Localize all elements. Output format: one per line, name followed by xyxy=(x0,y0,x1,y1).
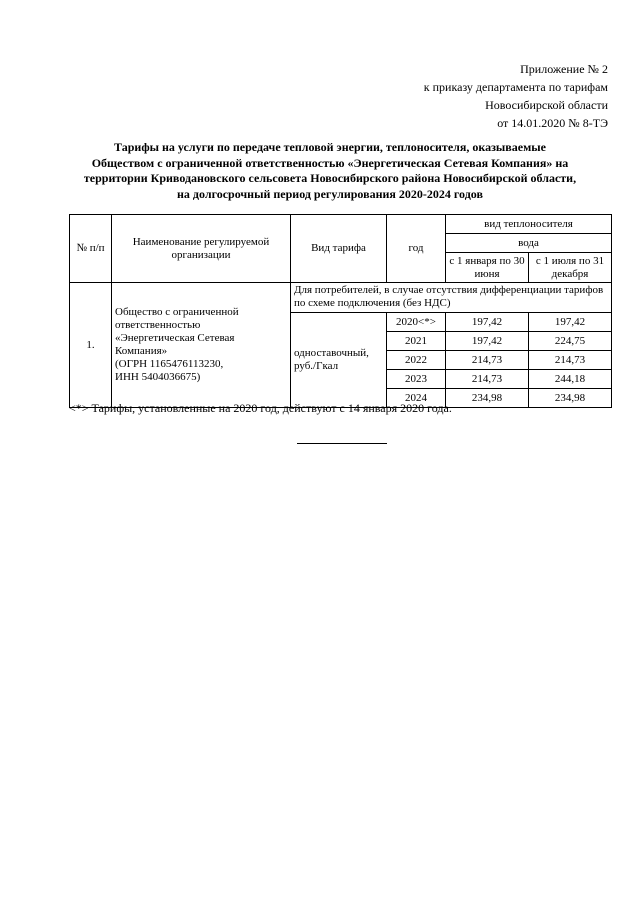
year-cell: 2023 xyxy=(387,370,446,389)
org-line-1: Общество с ограниченной xyxy=(115,306,239,318)
tariffs-table xyxy=(69,214,612,408)
header-tariff-type: Вид тарифа xyxy=(291,215,387,283)
header-year: год xyxy=(387,215,446,283)
appendix-line-3: Новосибирской области xyxy=(485,98,608,112)
row-number: 1. xyxy=(70,283,112,408)
tariff-value-h1: 214,73 xyxy=(446,351,529,370)
org-line-5: (ОГРН 1165476113230, xyxy=(115,358,224,370)
tariff-value-h2: 224,75 xyxy=(529,332,612,351)
tariff-value-h2: 244,18 xyxy=(529,370,612,389)
consumer-note: Для потребителей, в случае отсутствия дифференциации тарифов по схеме подключения (без НДС) xyxy=(291,283,612,313)
header-heat-carrier: вид теплоносителя xyxy=(446,215,612,234)
year-cell: 2024 xyxy=(387,389,446,408)
title-line-4: на долгосрочный период регулирования 2020-2024 годов xyxy=(177,186,483,201)
header-num: № п/п xyxy=(70,215,112,283)
footnote: <*> Тарифы, установленные на 2020 год, действуют с 14 января 2020 года. xyxy=(69,401,452,415)
org-line-6: ИНН 5404036675) xyxy=(115,371,201,383)
header-period-1: с 1 января по 30 июня xyxy=(446,253,529,283)
document-title xyxy=(60,140,600,202)
appendix-line-4: от 14.01.2020 № 8-ТЭ xyxy=(497,116,608,130)
tariff-value-h1: 197,42 xyxy=(446,313,529,332)
title-line-1: Тарифы на услуги по передаче тепловой энергии, теплоносителя, оказываемые xyxy=(114,140,546,154)
appendix-line-1: Приложение № 2 xyxy=(520,62,608,76)
tariff-value-h2: 197,42 xyxy=(529,313,612,332)
title-line-3: территории Криводановского сельсовета Новосибирского района Новосибирской области, xyxy=(83,171,577,185)
header-organization: Наименование регулируемой организации xyxy=(112,215,291,283)
tariff-value-h1: 197,42 xyxy=(446,332,529,351)
org-line-3: «Энергетическая Сетевая xyxy=(115,332,235,344)
tariff-value-h2: 234,98 xyxy=(529,389,612,408)
tariff-value-h1: 234,98 xyxy=(446,389,529,408)
year-cell: 2022 xyxy=(387,351,446,370)
header-period-2: с 1 июля по 31 декабря xyxy=(529,253,612,283)
year-cell: 2020<*> xyxy=(387,313,446,332)
end-rule xyxy=(297,443,387,444)
year-cell: 2021 xyxy=(387,332,446,351)
tariff-value-h2: 214,73 xyxy=(529,351,612,370)
tariff-type-cell: одноставочный, руб./Гкал xyxy=(291,313,387,408)
appendix-line-2: к приказу департамента по тарифам xyxy=(423,80,608,94)
organization-cell xyxy=(112,283,291,408)
appendix-header xyxy=(424,60,608,132)
org-line-4: Компания» xyxy=(115,345,168,357)
tariff-value-h1: 214,73 xyxy=(446,370,529,389)
org-line-2: ответственностью xyxy=(115,319,201,331)
title-line-2: Обществом с ограниченной ответственностью «Энергетическая Сетевая Компания» на xyxy=(91,155,569,170)
header-water: вода xyxy=(446,234,612,253)
